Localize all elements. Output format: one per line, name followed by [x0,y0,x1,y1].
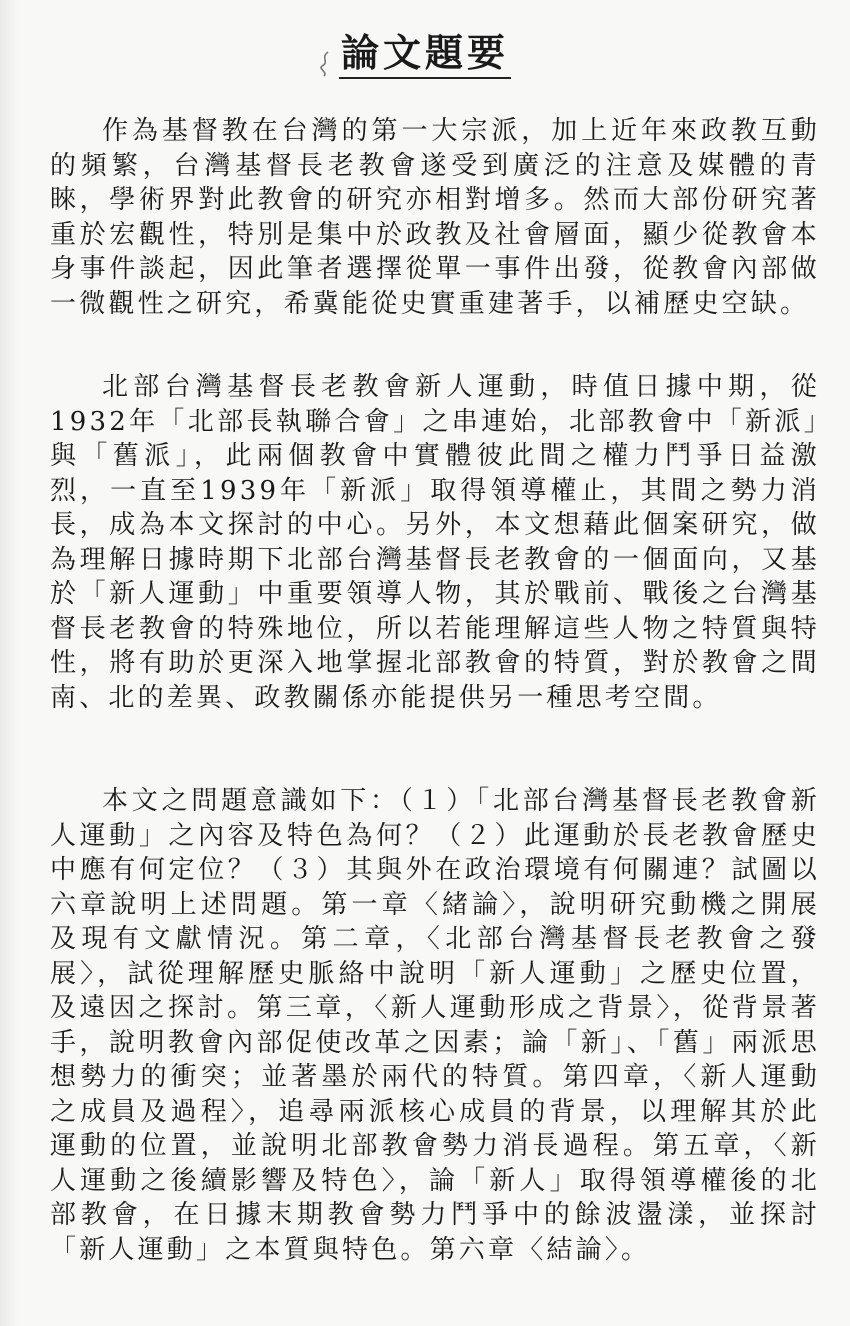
abstract-paragraph-2: 北部台灣基督長老教會新人運動，時值日據中期，從1932年「北部長執聯合會」之串連始，北部教會中「新派」與「舊派」，此兩個教會中實體彼此間之權力鬥爭日益激烈，一直至1939年「新派」取得領導權止，其間之勢力消長，成為本文探討的中心。另外，本文想藉此個案研究，做為理解日據時期下北部台灣基督長老教會的一個面向，又基於「新人運動」中重要領導人物，其於戰前、戰後之台灣基督長老教會的特殊地位，所以若能理解這些人物之特質與特性，將有助於更深入地掌握北部教會的特質，對於教會之間南、北的差異、政教關係亦能提供另一種思考空間。 [50,372,820,713]
page-title [0,22,850,77]
title-text: 論文題要 [339,30,511,79]
abstract-paragraph-1: 作為基督教在台灣的第一大宗派，加上近年來政教互動的頻繁，台灣基督長老教會遂受到廣泛的注意及媒體的青睞，學術界對此教會的研究亦相對增多。然而大部份研究著重於宏觀性，特別是集中於政教及社會層面，顯少從教會本身事件談起，因此筆者選擇從單一事件出發，從教會內部做一微觀性之研究，希冀能從史實重建著手，以補歷史空缺。 [50,116,820,319]
abstract-paragraph-3: 本文之問題意識如下：（１）「北部台灣基督長老教會新人運動」之內容及特色為何？（２）此運動於長老教會歷史中應有何定位？（３）其與外在政治環境有何關連？試圖以六章說明上述問題。第一章〈緒論〉，說明研究動機之開展及現有文獻情況。第二章，〈北部台灣基督長老教會之發展〉，試從理解歷史脈絡中說明「新人運動」之歷史位置，及遠因之探討。第三章，〈新人運動形成之背景〉，從背景著手，說明教會內部促使改革之因素；論「新」、「舊」兩派思想勢力的衝突；並著墨於兩代的特質。第四章，〈新人運動之成員及過程〉，追尋兩派核心成員的背景，以理解其於此運動的位置，並說明北部教會勢力消長過程。第五章，〈新人運動之後續影響及特色〉，論「新人」取得領導權後的北部教會，在日據末期教會勢力鬥爭中的餘波盪漾，並探討「新人運動」之本質與特色。第六章〈結論〉。 [50,786,820,1265]
